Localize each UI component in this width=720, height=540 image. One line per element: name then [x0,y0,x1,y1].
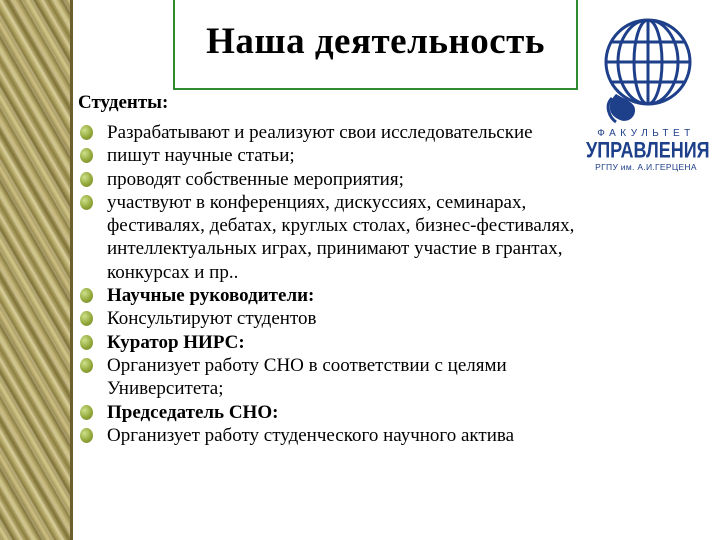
bullet-icon [80,172,93,187]
list-item-text: пишут научные статьи; [107,145,295,167]
list-item-text: Разрабатывают и реализуют свои исследовательские [107,122,533,143]
list-item [80,401,600,424]
list-item [80,307,600,330]
activity-list [80,121,600,447]
title-box [173,0,578,90]
list-item [80,121,600,144]
logo-name: УПРАВЛЕНИЯ [586,137,710,163]
list-item [80,284,600,307]
bullet-icon [80,405,93,420]
bullet-icon [80,335,93,350]
list-item [80,144,600,167]
bullet-icon [80,288,93,303]
slide-title: Наша деятельность [206,21,545,62]
list-item [80,168,600,191]
decorative-stripe-border [0,0,70,540]
logo-subtitle: РГПУ им. А.И.ГЕРЦЕНА [595,162,697,172]
list-item-text: Организует работу студенческого научного актива [107,424,515,446]
bullet-icon [80,125,93,140]
bullet-icon [80,311,93,326]
list-item-text: Председатель СНО: [107,401,279,423]
list-item [80,424,600,447]
list-item-text: Консультируют студентов [107,308,317,330]
list-item [80,191,600,284]
list-item-text: Организует работу СНО в соответствии с целями Университета; [107,354,507,400]
bullet-icon [80,358,93,373]
list-item-text: Научные руководители: [107,285,315,307]
globe-icon [586,10,706,130]
bullet-icon [80,148,93,163]
students-heading: Студенты: [78,92,169,113]
list-item [80,354,600,401]
list-item [80,331,600,354]
faculty-logo [586,10,710,176]
logo-faculty-label: ФАКУЛЬТЕТ [597,128,695,139]
bullet-icon [80,195,93,210]
list-item-text: участвуют в конференциях, дискуссиях, семинарах, фестивалях, дебатах, круглых столах, бизнес-фестивалях, интеллектуальных играх, принимают участие в грантах, конкурсах и пр.. [107,191,575,283]
list-item-text: проводят собственные мероприятия; [107,168,404,190]
list-item-text: Куратор НИРС: [107,331,245,353]
bullet-icon [80,428,93,443]
